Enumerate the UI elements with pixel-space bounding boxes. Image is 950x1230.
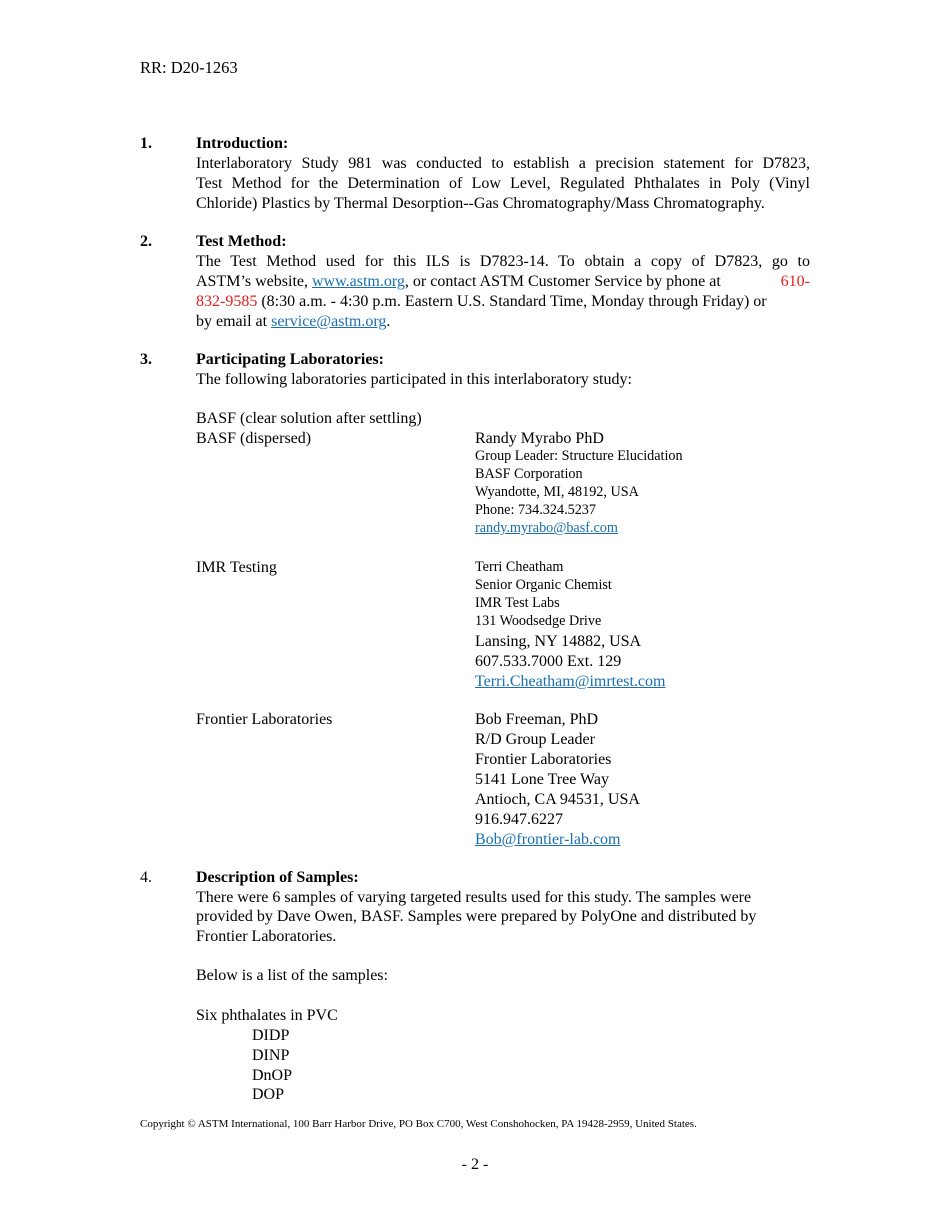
- report-id: RR: D20-1263: [140, 58, 238, 77]
- section-2-text: , or contact ASTM Customer Service by phone at: [404, 273, 725, 290]
- section-4-line: Frontier Laboratories.: [196, 928, 337, 945]
- contact-line: 916.947.6227: [475, 811, 563, 828]
- imr-contact-block: [475, 558, 612, 630]
- phone-number-part[interactable]: 832-9585: [196, 293, 258, 310]
- contact-line: 607.533.7000 Ext. 129: [475, 653, 622, 670]
- copyright-notice: Copyright © ASTM International, 100 Barr Harbor Drive, PO Box C700, West Conshohocken, PA 19428-2959, United States.: [140, 1118, 697, 1130]
- page-number: - 2 -: [461, 1156, 489, 1173]
- contact-line: 5141 Lone Tree Way: [475, 771, 609, 788]
- section-1-line: Chloride) Plastics by Thermal Desorption--Gas Chromatography/Mass Chromatography.: [196, 195, 765, 212]
- contact-line: Antioch, CA 94531, USA: [475, 791, 640, 808]
- section-2-text: ASTM’s website,: [196, 273, 312, 290]
- contact-line: BASF Corporation: [475, 466, 583, 482]
- section-2-text: by email at: [196, 313, 272, 330]
- frontier-contact-block: [475, 710, 640, 850]
- section-3-title: Participating Laboratories:: [196, 351, 384, 368]
- sample-list-intro: Below is a list of the samples:: [196, 967, 388, 984]
- contact-line: Wyandotte, MI, 48192, USA: [475, 484, 639, 500]
- sample-item: DnOP: [252, 1067, 293, 1084]
- section-4-line: There were 6 samples of varying targeted results used for this study. The samples were: [196, 889, 752, 906]
- frontier-email-link[interactable]: Bob@frontier-lab.com: [475, 831, 621, 848]
- sample-item: DIDP: [252, 1027, 290, 1044]
- basf-email-link[interactable]: randy.myrabo@basf.com: [475, 520, 618, 536]
- contact-name: Randy Myrabo PhD: [475, 430, 604, 447]
- contact-line: Terri Cheatham: [475, 559, 564, 575]
- section-2-line-3: [196, 292, 810, 312]
- section-3-intro: The following laboratories participated in this interlaboratory study:: [196, 371, 632, 388]
- contact-line: Senior Organic Chemist: [475, 577, 612, 593]
- sample-group-title: Six phthalates in PVC: [196, 1007, 338, 1024]
- section-2-text: (8:30 a.m. - 4:30 p.m. Eastern U.S. Standard Time, Monday through Friday) or: [257, 293, 767, 310]
- contact-line: Bob Freeman, PhD: [475, 711, 599, 728]
- contact-line: R/D Group Leader: [475, 731, 595, 748]
- section-3-number: 3.: [140, 351, 152, 368]
- sample-item: DINP: [252, 1047, 290, 1064]
- section-2-line-2: [196, 272, 810, 292]
- contact-line: Phone: 734.324.5237: [475, 502, 596, 518]
- imr-contact-block-2: [475, 632, 665, 692]
- section-1-line: Test Method for the Determination of Low Level, Regulated Phthalates in Poly (Vinyl: [196, 175, 810, 192]
- imr-email-link[interactable]: Terri.Cheatham@imrtest.com: [475, 673, 666, 690]
- section-1-title: Introduction:: [196, 135, 289, 152]
- astm-email-link[interactable]: service@astm.org: [271, 313, 387, 330]
- section-2-title: Test Method:: [196, 233, 287, 250]
- section-2-line-4: [196, 312, 390, 332]
- phone-number-part[interactable]: 610-: [780, 273, 810, 290]
- section-2-number: 2.: [140, 233, 152, 250]
- basf-contact-block: [475, 447, 683, 537]
- section-1-line: Interlaboratory Study 981 was conducted to establish a precision statement for D7823,: [196, 155, 810, 172]
- section-4-title: Description of Samples:: [196, 869, 359, 886]
- contact-line: Lansing, NY 14882, USA: [475, 633, 642, 650]
- section-1-number: 1.: [140, 135, 152, 152]
- lab-name: BASF (clear solution after settling): [196, 410, 422, 427]
- contact-line: 131 Woodsedge Drive: [475, 613, 602, 629]
- contact-line: IMR Test Labs: [475, 595, 560, 611]
- section-2-line: The Test Method used for this ILS is D7823-14. To obtain a copy of D7823, go to: [196, 253, 810, 270]
- lab-name: BASF (dispersed): [196, 430, 312, 447]
- section-2-text: .: [386, 313, 391, 330]
- lab-name: Frontier Laboratories: [196, 711, 333, 728]
- section-4-line: provided by Dave Owen, BASF. Samples were prepared by PolyOne and distributed by: [196, 908, 757, 925]
- sample-item: DOP: [252, 1086, 285, 1103]
- section-4-number: 4.: [140, 869, 152, 886]
- contact-line: Group Leader: Structure Elucidation: [475, 448, 683, 464]
- lab-name: IMR Testing: [196, 559, 277, 576]
- astm-website-link[interactable]: www.astm.org: [312, 273, 405, 290]
- contact-line: Frontier Laboratories: [475, 751, 612, 768]
